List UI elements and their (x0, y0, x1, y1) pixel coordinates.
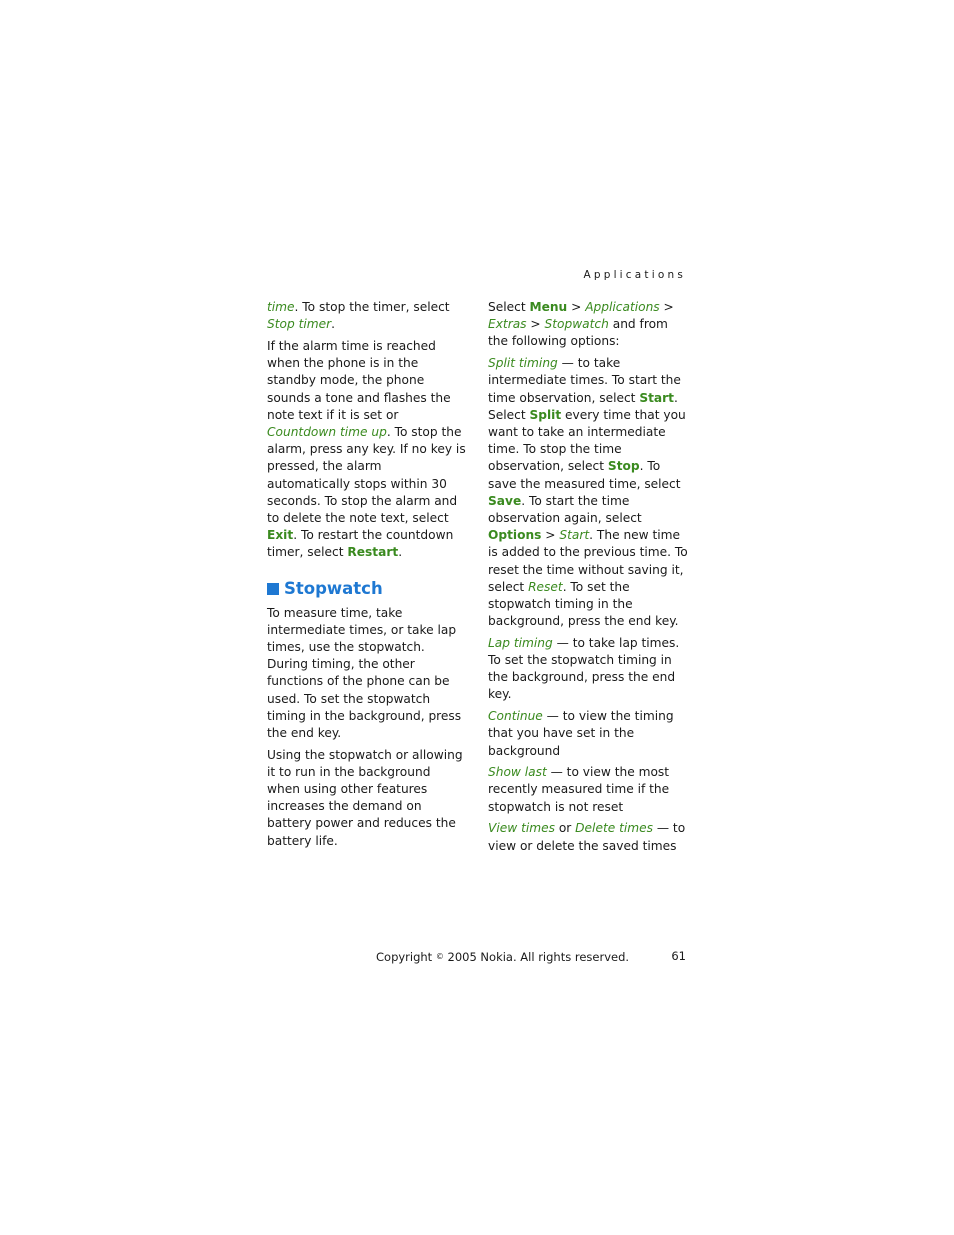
softkey-stop: Stop (607, 459, 640, 474)
text-run: — to view the timing that you have set in the background (488, 709, 674, 758)
paragraph-alarm (267, 338, 467, 562)
menu-stopwatch: Stopwatch (544, 317, 609, 332)
option-split-timing: Split timing (488, 356, 558, 371)
paragraph-battery-note: Using the stopwatch or allowing it to run in the background when using other features increases the demand on battery power and reduces the battery life. (267, 747, 463, 848)
page-number: 61 (671, 949, 686, 963)
paragraph-continue (488, 708, 688, 760)
text-run: > (526, 317, 545, 332)
menu-extras: Extras (488, 317, 527, 332)
option-reset: Reset (528, 579, 563, 594)
paragraph-split-timing (488, 355, 688, 630)
option-show-last: Show last (488, 765, 547, 780)
text-run: and from the following options: (488, 317, 668, 349)
text-run: . To stop the alarm, press any key. If no key is pressed, the alarm automatically stops within 30 seconds. To stop the alarm and to delete the note text, select (267, 424, 466, 525)
section-heading-stopwatch (267, 578, 467, 600)
text-run: or (554, 821, 576, 836)
text-run: . To start the time observation again, select (488, 493, 642, 525)
softkey-start: Start (639, 390, 674, 405)
option-time: time (267, 300, 295, 314)
text-run: . (398, 545, 403, 560)
option-start: Start (559, 528, 590, 543)
copyright-text: Copyright (376, 950, 436, 964)
running-header: Applications (583, 269, 686, 281)
paragraph-show-last (488, 764, 688, 816)
softkey-restart: Restart (347, 545, 399, 560)
heading-square-icon (267, 583, 279, 595)
copyright-symbol: © (435, 952, 444, 961)
right-column (488, 299, 688, 859)
text-run: — to take lap times. To set the stopwatch timing in the background, press the end key. (488, 635, 680, 702)
softkey-menu: Menu (529, 300, 568, 314)
paragraph-timer-stop (267, 299, 467, 333)
softkey-options: Options (488, 528, 542, 543)
softkey-exit: Exit (267, 528, 294, 543)
softkey-save: Save (488, 493, 522, 508)
text-run: — to view or delete the saved times (488, 821, 686, 853)
text-run: . The new time is added to the previous time. To reset the time without saving it, select (488, 528, 688, 594)
footer-copyright (376, 948, 629, 966)
paragraph-stopwatch-intro: To measure time, take intermediate times, or take lap times, use the stopwatch. During timing, the other functions of the phone can be used. To set the stopwatch timing in the background, press the end key. (267, 605, 462, 740)
text-run: > (567, 300, 586, 314)
text-run: every time that you want to take an intermediate time. To stop the time observation, select (488, 407, 686, 474)
left-column (267, 299, 467, 854)
paragraph-view-delete (488, 820, 688, 854)
paragraph-menu-path (488, 299, 688, 351)
text-run: Select (488, 300, 530, 314)
text-run: . To restart the countdown timer, select (267, 528, 454, 560)
menu-applications: Applications (585, 300, 660, 314)
softkey-split: Split (529, 407, 562, 422)
text-run: . To save the measured time, select (488, 459, 681, 491)
text-run: > (659, 300, 674, 314)
option-continue: Continue (488, 709, 543, 724)
text-run: . (331, 317, 336, 332)
option-view-times: View times (488, 821, 555, 836)
text-run: . Select (488, 390, 678, 422)
option-stop-timer: Stop timer (267, 317, 332, 332)
text-run: > (541, 528, 560, 543)
copyright-text: 2005 Nokia. All rights reserved. (443, 950, 630, 964)
option-countdown-time-up: Countdown time up (267, 424, 387, 439)
text-run: If the alarm time is reached when the phone is in the standby mode, the phone sounds a tone and flashes the note text if it is set or (267, 338, 451, 422)
text-run: . To stop the timer, select (294, 300, 450, 314)
heading-text: Stopwatch (284, 578, 383, 598)
text-run: . To set the stopwatch timing in the background, press the end key. (488, 579, 679, 629)
option-lap-timing: Lap timing (488, 635, 553, 650)
text-run: — to view the most recently measured time if the stopwatch is not reset (488, 765, 670, 814)
text-run: — to take intermediate times. To start the time observation, select (488, 356, 681, 405)
option-delete-times: Delete times (575, 821, 653, 836)
paragraph-lap-timing (488, 635, 688, 704)
